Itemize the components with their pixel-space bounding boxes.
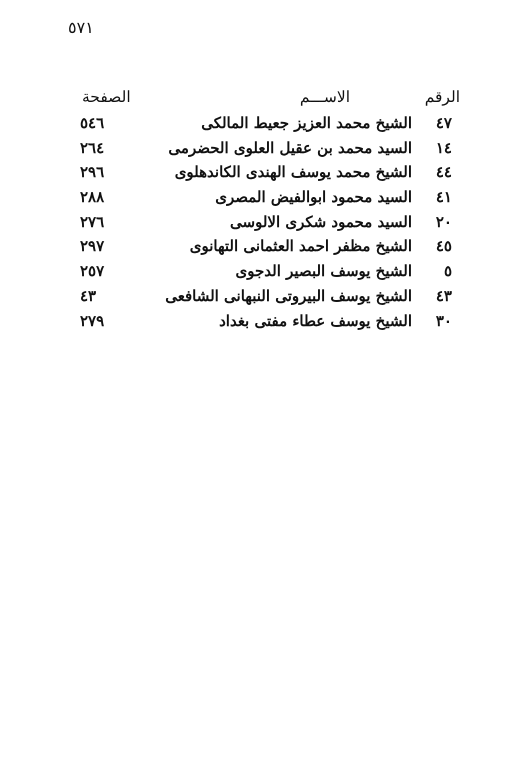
row-page: ٥٤٦ <box>80 114 105 132</box>
row-number: ٤٧ <box>435 114 452 132</box>
table-row <box>0 287 526 312</box>
table-row <box>0 213 526 238</box>
row-name: الشيخ محمد العزيز جعيط المالكى <box>201 114 412 132</box>
row-page: ٢٥٧ <box>80 262 105 281</box>
row-page: ٢٧٦ <box>80 212 105 231</box>
row-number: ٤٥ <box>435 237 452 256</box>
table-row <box>0 312 526 337</box>
table-row <box>0 139 526 164</box>
row-number: ٢٠ <box>435 212 452 231</box>
row-page: ٢٩٦ <box>80 163 105 182</box>
row-page: ٢٨٨ <box>80 188 105 207</box>
row-name: السيد محمود ابوالفيض المصرى <box>215 188 412 207</box>
row-name: الشيخ يوسف عطاء مفتى بغداد <box>219 311 412 330</box>
row-number: ٤١ <box>435 188 452 207</box>
header-page: الصفحة <box>82 88 131 106</box>
row-number: ٤٤ <box>435 163 452 182</box>
row-page: ٢٦٤ <box>80 138 105 157</box>
row-page: ٤٣ <box>80 286 97 305</box>
row-page: ٢٩٧ <box>80 237 105 256</box>
row-number: ٤٣ <box>435 286 452 305</box>
table-row <box>0 237 526 262</box>
row-number: ٣٠ <box>435 311 452 330</box>
row-name: الشيخ يوسف البيروتى النبهانى الشافعى <box>165 286 412 305</box>
table-row <box>0 188 526 213</box>
header-number: الرقم <box>424 88 460 106</box>
row-name: الشيخ محمد يوسف الهندى الكاندهلوى <box>174 163 412 182</box>
row-page: ٢٧٩ <box>80 311 105 330</box>
row-name: الشيخ مظفر احمد العثمانى التهانوى <box>189 237 412 256</box>
table-row <box>0 163 526 188</box>
row-number: ٥ <box>443 262 452 281</box>
table-header <box>0 88 526 114</box>
header-name: الاســـم <box>299 88 350 106</box>
table-row <box>0 114 526 139</box>
row-name: السيد محمد بن عقيل العلوى الحضرمى <box>168 138 412 157</box>
page-number: ٥٧١ <box>68 18 94 37</box>
row-name: الشيخ يوسف البصير الدجوى <box>235 262 412 281</box>
table-row <box>0 262 526 287</box>
index-table <box>0 88 526 336</box>
row-name: السيد محمود شكرى الالوسى <box>230 212 412 231</box>
row-number: ١٤ <box>435 138 452 157</box>
